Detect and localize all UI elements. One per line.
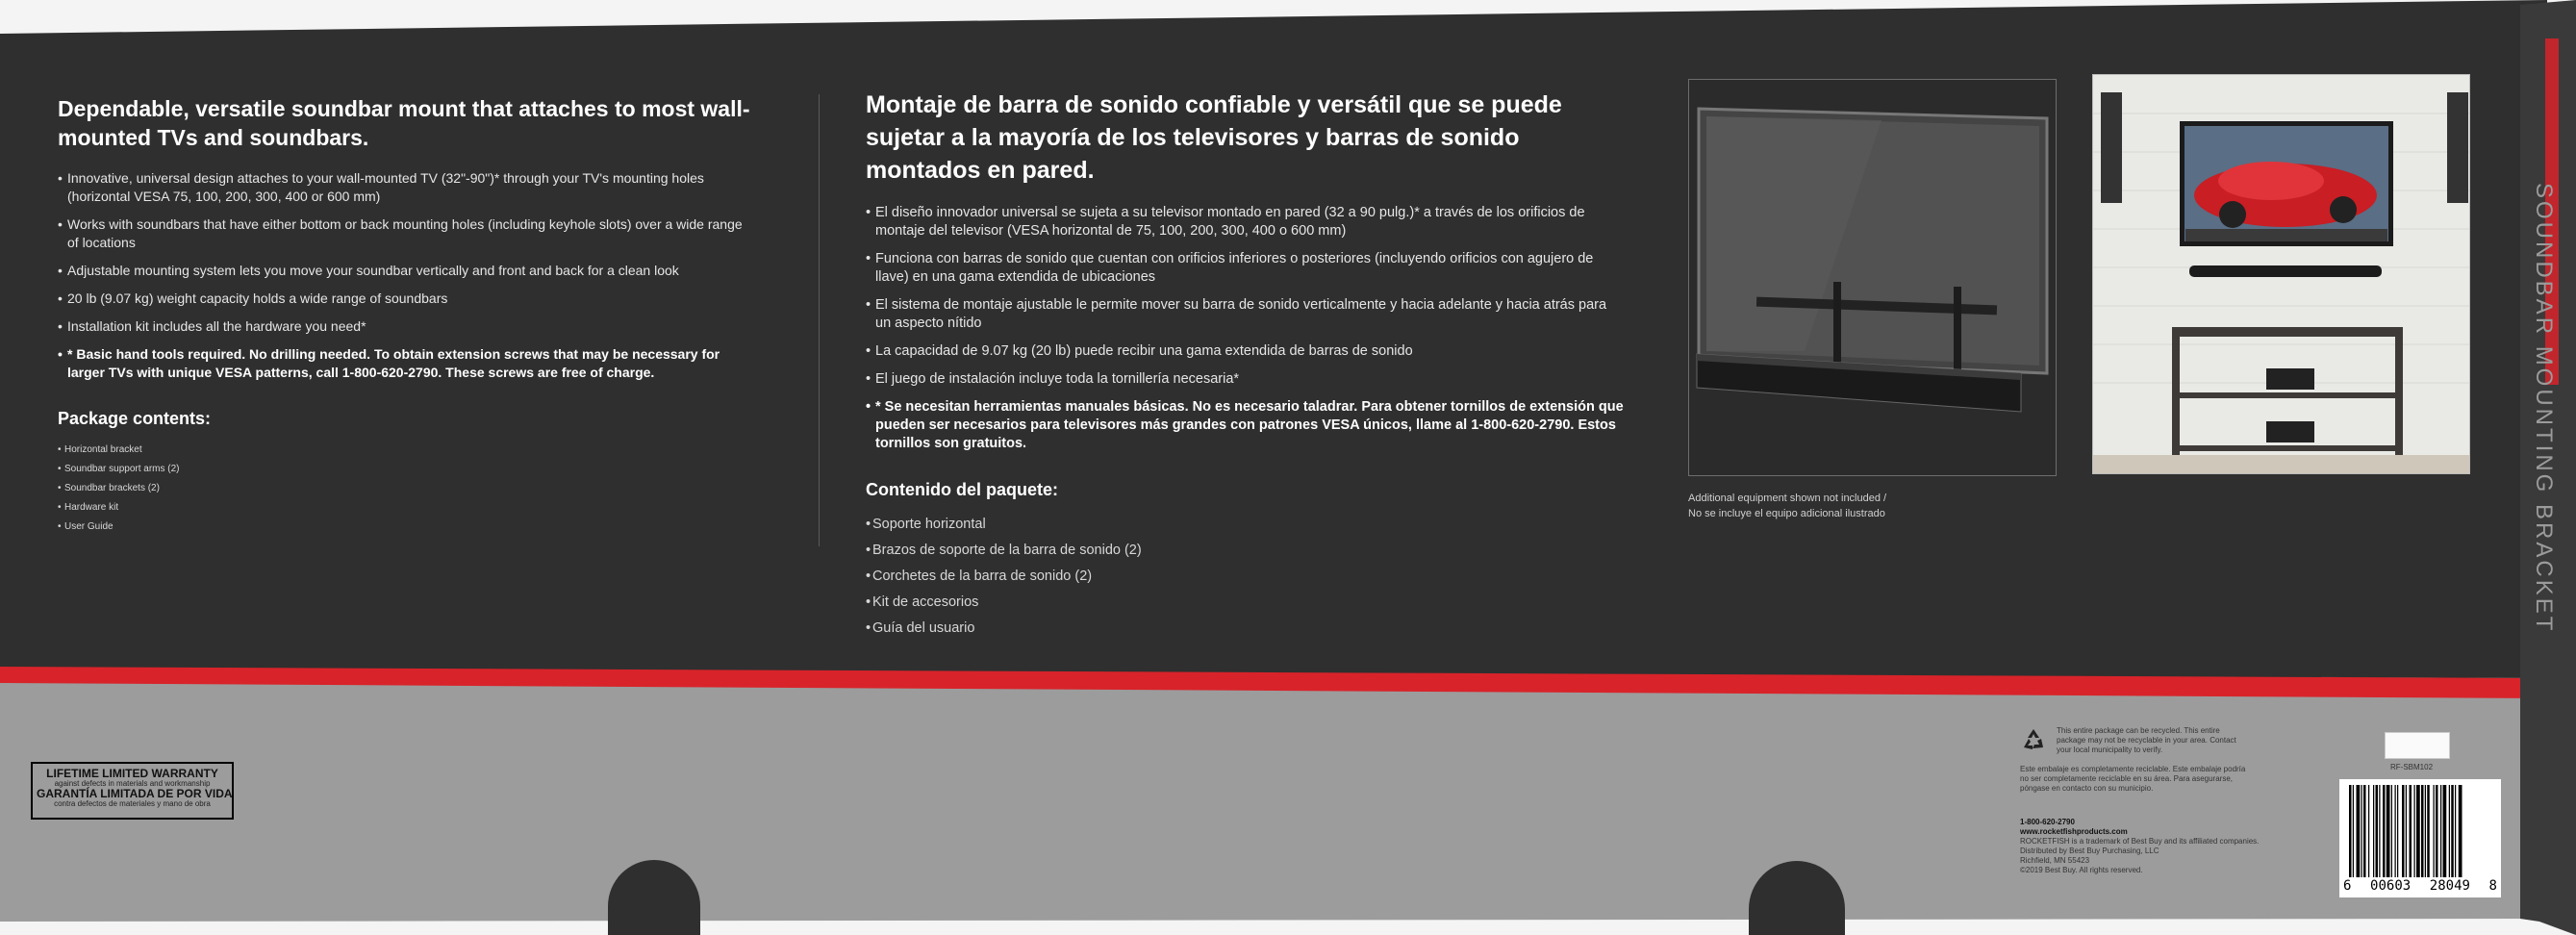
support-phone: 1-800-620-2790 bbox=[2020, 818, 2075, 826]
barcode-digits bbox=[2343, 878, 2497, 894]
barcode-bar bbox=[2410, 785, 2412, 877]
caption-english: Additional equipment shown not included / bbox=[1688, 493, 1887, 504]
barcode-bar bbox=[2363, 785, 2366, 877]
barcode-bar bbox=[2459, 785, 2462, 877]
copyright: ©2019 Best Buy. All rights reserved. bbox=[2020, 866, 2143, 874]
barcode-digit-group: 28049 bbox=[2429, 878, 2470, 894]
barcode-bar bbox=[2436, 785, 2438, 877]
warranty-sub-spanish: contra defectos de materiales y mano de obra bbox=[54, 799, 211, 808]
package-item: • Kit de accesorios bbox=[866, 594, 1626, 612]
english-footnote: • * Basic hand tools required. No drilling needed. To obtain extension screws that may be necessary for larger TVs with unique VESA patterns, call 1-800-620-2790. These screws are free of charge. bbox=[58, 345, 750, 382]
barcode-bar bbox=[2443, 785, 2447, 877]
website: www.rocketfishproducts.com bbox=[2020, 827, 2128, 836]
spanish-feature: • El diseño innovador universal se sujeta a su televisor montado en pared (32 a 90 pulg.)* a través de los orificios de montaje del televisor (VESA horizontal de 75, 100, 200, 300, 400 o 600 mm) bbox=[866, 204, 1626, 240]
spanish-feature: • El sistema de montaje ajustable le permite mover su barra de sonido verticalmente y hacia adelante y hacia atrás para un aspecto nítido bbox=[866, 296, 1626, 333]
barcode-bar bbox=[2383, 785, 2386, 877]
model-code: RF-SBM102 bbox=[2390, 763, 2434, 771]
english-package-title: Package contents: bbox=[58, 409, 212, 428]
barcode-bar bbox=[2373, 785, 2374, 877]
barcode-bar bbox=[2379, 785, 2380, 877]
english-feature: • Innovative, universal design attaches to your wall-mounted TV (32"-90")* through your TV's mounting holes (horizontal VESA 75, 100, 200, 300, 400 or 600 mm) bbox=[58, 169, 750, 206]
barcode-bar bbox=[2397, 785, 2398, 877]
spanish-feature: • La capacidad de 9.07 kg (20 lb) puede recibir una gama extendida de barras de sonido bbox=[866, 342, 1626, 361]
english-feature-list bbox=[58, 169, 750, 382]
package-item: • Horizontal bracket bbox=[58, 444, 750, 456]
upc-barcode bbox=[2339, 779, 2501, 897]
side-flap-title-text: SOUNDBAR MOUNTING BRACKET bbox=[2531, 183, 2557, 634]
barcode-bar bbox=[2455, 785, 2456, 877]
recycle-text-spanish: Este embalaje es completamente reciclable. Este embalaje podría no ser completamente reciclable en su área. Para asegurarse, póngase en contacto con su municipio. bbox=[2020, 765, 2246, 793]
barcode-digit-group: 6 bbox=[2343, 878, 2352, 894]
barcode-bar bbox=[2440, 785, 2441, 877]
english-feature: • Adjustable mounting system lets you move your soundbar vertically and front and back for a clean look bbox=[58, 262, 750, 280]
spanish-package-title: Contenido del paquete: bbox=[866, 480, 1058, 499]
barcode-bar bbox=[2402, 785, 2405, 877]
side-flap-title bbox=[2531, 48, 2559, 721]
product-photo-lifestyle bbox=[2092, 74, 2470, 474]
barcode-bar bbox=[2434, 785, 2435, 877]
trademark-note: ROCKETFISH is a trademark of Best Buy and its affiliated companies. bbox=[2020, 837, 2260, 846]
warranty-box bbox=[31, 762, 234, 820]
package-item: • Soundbar support arms (2) bbox=[58, 464, 750, 475]
photo-caption bbox=[1688, 491, 2054, 521]
barcode-bar bbox=[2427, 785, 2430, 877]
barcode-bar bbox=[2421, 785, 2424, 877]
barcode-bar bbox=[2387, 785, 2390, 877]
warranty-sub-english: against defects in materials and workmanship bbox=[54, 779, 211, 788]
barcode-bar bbox=[2449, 785, 2450, 877]
package-item: • Guía del usuario bbox=[866, 619, 1626, 638]
caption-spanish: No se incluye el equipo adicional ilustrado bbox=[1688, 508, 1885, 519]
spanish-column bbox=[866, 88, 1626, 645]
recycle-text-english: This entire package can be recycled. This entire package may not be recyclable in your area. Contact your local municipality to verify. bbox=[2057, 726, 2236, 754]
spanish-feature: • Funciona con barras de sonido que cuentan con orificios inferiores o posteriores (incluyendo orificios con agujero de llave) en una gama extendida de ubicaciones bbox=[866, 250, 1626, 287]
barcode-bar bbox=[2391, 785, 2392, 877]
barcode-bar bbox=[2357, 785, 2361, 877]
barcode-bar bbox=[2361, 785, 2362, 877]
barcode-bar bbox=[2395, 785, 2396, 877]
price-tag-area bbox=[2385, 732, 2450, 759]
spanish-feature-list bbox=[866, 204, 1626, 453]
english-feature: • Works with soundbars that have either bottom or back mounting holes (including keyhole slots) over a wide range of locations bbox=[58, 215, 750, 252]
spanish-feature: • El juego de instalación incluye toda la tornillería necesaria* bbox=[866, 370, 1626, 389]
barcode-bar bbox=[2406, 785, 2407, 877]
barcode-bar bbox=[2425, 785, 2426, 877]
contact-info bbox=[2020, 818, 2328, 875]
package-item: • Soundbar brackets (2) bbox=[58, 483, 750, 494]
spanish-footnote: • * Se necesitan herramientas manuales básicas. No es necesario taladrar. Para obtener tornillos de extensión que pueden ser necesarios para televisores más grandes con patrones VESA únicos, llame al 1-800-620-2790. Estos tornillos son gratuitos. bbox=[866, 398, 1626, 453]
column-divider bbox=[819, 94, 820, 546]
package-item: • Soporte horizontal bbox=[866, 516, 1626, 534]
address: Richfield, MN 55423 bbox=[2020, 856, 2090, 865]
barcode-digit-group: 8 bbox=[2488, 878, 2497, 894]
barcode-bar bbox=[2416, 785, 2420, 877]
barcode-bar bbox=[2368, 785, 2369, 877]
english-headline: Dependable, versatile soundbar mount that attaches to most wall-mounted TVs and soundbars. bbox=[58, 96, 750, 150]
distributor: Distributed by Best Buy Purchasing, LLC bbox=[2020, 847, 2159, 855]
spanish-headline: Montaje de barra de sonido confiable y versátil que se puede sujetar a la mayoría de los televisores y barras de sonido montados en pared. bbox=[866, 91, 1562, 184]
warranty-title-english: LIFETIME LIMITED WARRANTY bbox=[46, 767, 218, 780]
package-item: • User Guide bbox=[58, 521, 750, 533]
package-item: • Corchetes de la barra de sonido (2) bbox=[866, 568, 1626, 586]
package-item: • Hardware kit bbox=[58, 502, 750, 514]
product-photo-mount bbox=[1688, 79, 2057, 476]
english-package-list bbox=[58, 444, 750, 533]
english-feature: • 20 lb (9.07 kg) weight capacity holds a wide range of soundbars bbox=[58, 290, 750, 308]
barcode-digit-group: 00603 bbox=[2370, 878, 2412, 894]
package-item: • Brazos de soporte de la barra de sonido (2) bbox=[866, 542, 1626, 560]
barcode-bar bbox=[2376, 785, 2379, 877]
recycle-icon bbox=[2020, 726, 2047, 753]
spanish-package-list bbox=[866, 516, 1626, 638]
warranty-title-spanish: GARANTÍA LIMITADA DE POR VIDA bbox=[37, 787, 233, 800]
english-feature: • Installation kit includes all the hardware you need* bbox=[58, 317, 750, 336]
barcode-bar bbox=[2451, 785, 2454, 877]
barcode-bar bbox=[2349, 785, 2352, 877]
english-column bbox=[58, 94, 750, 541]
barcode-bar bbox=[2414, 785, 2415, 877]
barcode-bar bbox=[2353, 785, 2354, 877]
